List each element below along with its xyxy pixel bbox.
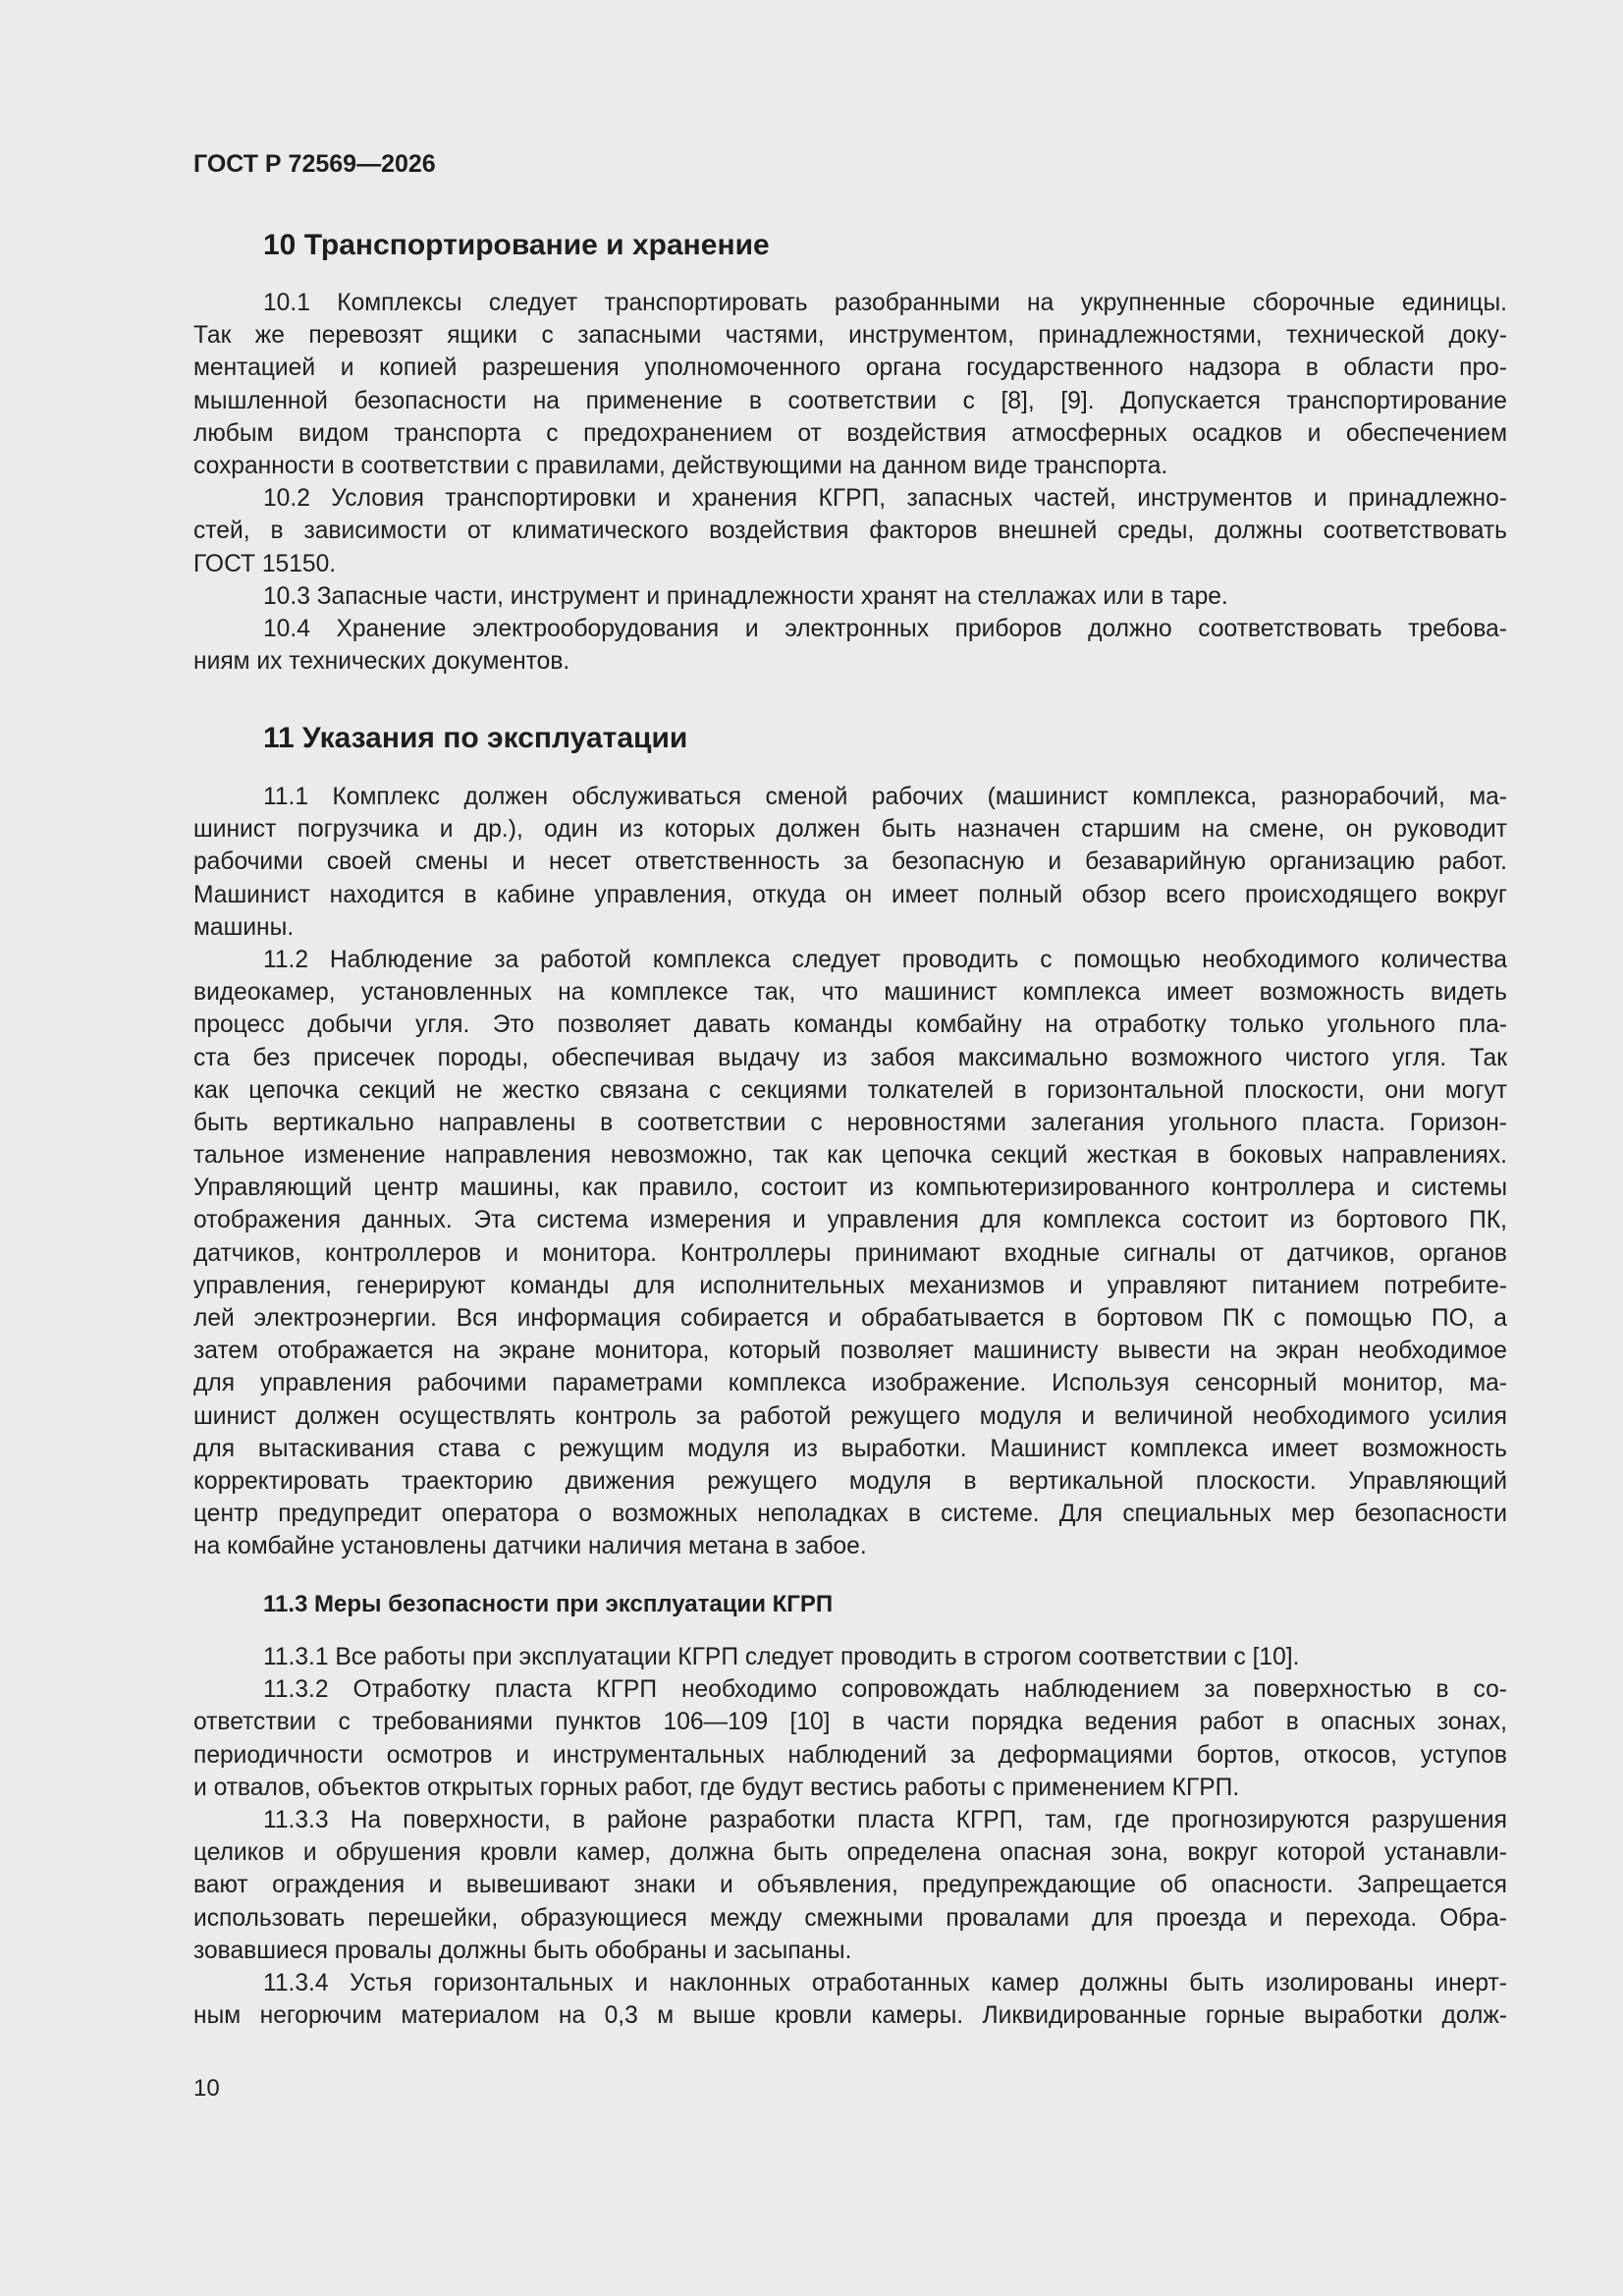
text-line: 11.3.1 Все работы при эксплуатации КГРП следует проводить в строгом соответствии с [10]. <box>263 1644 1300 1670</box>
paragraph-10-1 <box>193 287 1507 482</box>
text-line: ниям их технических документов. <box>193 648 570 676</box>
text-line: 11.3.3 На поверхности, в районе разработки пласта КГРП, там, где прогнозируются разрушения <box>263 1806 1507 1833</box>
text-line: быть вертикально направлены в соответствии с неровностями залегания угольного пласта. Горизон- <box>193 1109 1507 1136</box>
text-line: ментацией и копией разрешения уполномоченного органа государственного надзора в области про- <box>193 355 1507 382</box>
subsection-11-3-body <box>193 1641 1507 2032</box>
text-line: 11.1 Комплекс должен обслуживаться сменой рабочих (машинист комплекса, разнорабочий, ма- <box>263 784 1507 810</box>
paragraph-11-2 <box>193 944 1507 1563</box>
text-line: машины. <box>193 913 295 941</box>
paragraph-11-3-2 <box>193 1673 1507 1804</box>
text-line: шинист должен осуществлять контроль за работой режущего модуля и величиной необходимого усилия <box>193 1402 1507 1430</box>
text-line: управления, генерируют команды для исполнительных механизмов и управляют питанием потребите- <box>193 1272 1507 1299</box>
text-line: стей, в зависимости от климатического воздействия факторов внешней среды, должны соответствовать <box>193 518 1507 545</box>
section-heading: 10 Транспортирование и хранение <box>263 229 770 261</box>
text-line: зовавшиеся провалы должны быть обобраны и засыпаны. <box>193 1937 852 1964</box>
text-line: Управляющий центр машины, как правило, состоит из компьютеризированного контроллера и системы <box>193 1175 1507 1202</box>
text-line: целиков и обрушения кровли камер, должна быть определена опасная зона, вокруг которой устанавли- <box>193 1839 1507 1867</box>
text-line: для вытаскивания става с режущим модуля из выработки. Машинист комплекса имеет возможность <box>193 1435 1507 1462</box>
text-line: как цепочка секций не жестко связана с секциями толкателей в горизонтальной плоскости, они могут <box>193 1076 1507 1104</box>
text-line: 11.2 Наблюдение за работой комплекса следует проводить с помощью необходимого количества <box>263 946 1507 973</box>
text-line: отображения данных. Эта система измерения и управления для комплекса состоит из бортового ПК, <box>193 1207 1507 1234</box>
text-line: корректировать траекторию движения режущего модуля в вертикальной плоскости. Управляющий <box>193 1467 1507 1495</box>
text-line: тальное изменение направления невозможно, так как цепочка секций жесткая в боковых направлениях. <box>193 1142 1507 1170</box>
text-line: 11.3.2 Отработку пласта КГРП необходимо сопровождать наблюдением за поверхностью в со- <box>263 1676 1507 1704</box>
text-line: датчиков, контроллеров и монитора. Контроллеры принимают входные сигналы от датчиков, органов <box>193 1239 1507 1267</box>
text-line: 10.4 Хранение электрооборудования и электронных приборов должно соответствовать требова- <box>263 615 1507 642</box>
page-number: 10 <box>193 2075 220 2102</box>
text-line: мышленной безопасности на применение в соответствии с [8], [9]. Допускается транспортирование <box>193 387 1507 414</box>
text-line: ГОСТ 15150. <box>193 550 337 577</box>
text-line: использовать перешейки, образующиеся между смежными провалами для проезда и перехода. Обра- <box>193 1904 1507 1932</box>
text-line: ста без присечек породы, обеспечивая выдачу из забоя максимально возможного чистого угля. Так <box>193 1044 1507 1071</box>
text-line: лей электроэнергии. Вся информация собирается и обрабатывается в бортовом ПК с помощью ПО, а <box>193 1305 1507 1332</box>
text-line: 10.3 Запасные части, инструмент и принадлежности хранят на стеллажах или в таре. <box>263 582 1228 610</box>
text-line: затем отображается на экране монитора, который позволяет машинисту вывести на экран необходимое <box>193 1338 1507 1365</box>
section-11-body <box>193 781 1507 1563</box>
paragraph-11-3-4 <box>193 1967 1507 2032</box>
section-11-heading-block <box>193 719 1507 758</box>
section-heading: 11 Указания по эксплуатации <box>263 722 688 754</box>
text-line: 11.3.4 Устья горизонтальных и наклонных отработанных камер должны быть изолированы инерт- <box>263 1969 1507 1996</box>
paragraph-10-2 <box>193 482 1507 580</box>
text-line: центр предупредит оператора о возможных неполадках в системе. Для специальных мер безопасности <box>193 1501 1507 1528</box>
paragraph-11-3-3 <box>193 1804 1507 1967</box>
subsection-11-3-heading-block <box>193 1588 1507 1620</box>
text-line: процесс добычи угля. Это позволяет давать команды комбайну на отработку только угольного пла- <box>193 1011 1507 1039</box>
text-line: ным негорючим материалом на 0,3 м выше кровли камеры. Ликвидированные горные выработки долж- <box>193 2002 1507 2030</box>
document-code: ГОСТ Р 72569—2026 <box>193 150 436 178</box>
text-line: сохранности в соответствии с правилами, действующими на данном виде транспорта. <box>193 452 1168 479</box>
text-line: шинист погрузчика и др.), один из которых должен быть назначен старшим на смене, он руководит <box>193 816 1507 844</box>
text-line: видеокамер, установленных на комплексе так, что машинист комплекса имеет возможность видеть <box>193 979 1507 1007</box>
text-line: вают ограждения и вывешивают знаки и объявления, предупреждающие об опасности. Запрещается <box>193 1872 1507 1899</box>
text-line: для управления рабочими параметрами комплекса изображение. Используя сенсорный монитор, ма- <box>193 1370 1507 1397</box>
text-line: 10.2 Условия транспортировки и хранения КГРП, запасных частей, инструментов и принадлежно- <box>263 485 1507 513</box>
text-line: на комбайне установлены датчики наличия метана в забое. <box>193 1533 867 1560</box>
text-line: любым видом транспорта с предохранением от воздействия атмосферных осадков и обеспечением <box>193 419 1507 447</box>
section-10-heading-block <box>193 226 1507 265</box>
text-line: рабочими своей смены и несет ответственность за безопасную и безаварийную организацию работ. <box>193 848 1507 876</box>
text-line: Машинист находится в кабине управления, откуда он имеет полный обзор всего происходящего вокруг <box>193 881 1507 908</box>
text-line: ответствии с требованиями пунктов 106—109 [10] в части порядка ведения работ в опасных зонах, <box>193 1709 1507 1736</box>
paragraph-11-3-1 <box>193 1641 1507 1673</box>
text-line: периодичности осмотров и инструментальных наблюдений за деформациями бортов, откосов, уступов <box>193 1741 1507 1769</box>
subsection-heading: 11.3 Меры безопасности при эксплуатации КГРП <box>263 1591 834 1617</box>
paragraph-10-3 <box>193 580 1507 613</box>
text-line: 10.1 Комплексы следует транспортировать разобранными на укрупненные сборочные единицы. <box>263 290 1507 316</box>
paragraph-10-4 <box>193 613 1507 678</box>
section-10-body <box>193 287 1507 678</box>
paragraph-11-1 <box>193 781 1507 944</box>
text-line: Так же перевозят ящики с запасными частями, инструментом, принадлежностями, технической доку- <box>193 322 1507 350</box>
text-line: и отвалов, объектов открытых горных работ, где будут вестись работы с применением КГРП. <box>193 1774 1240 1801</box>
